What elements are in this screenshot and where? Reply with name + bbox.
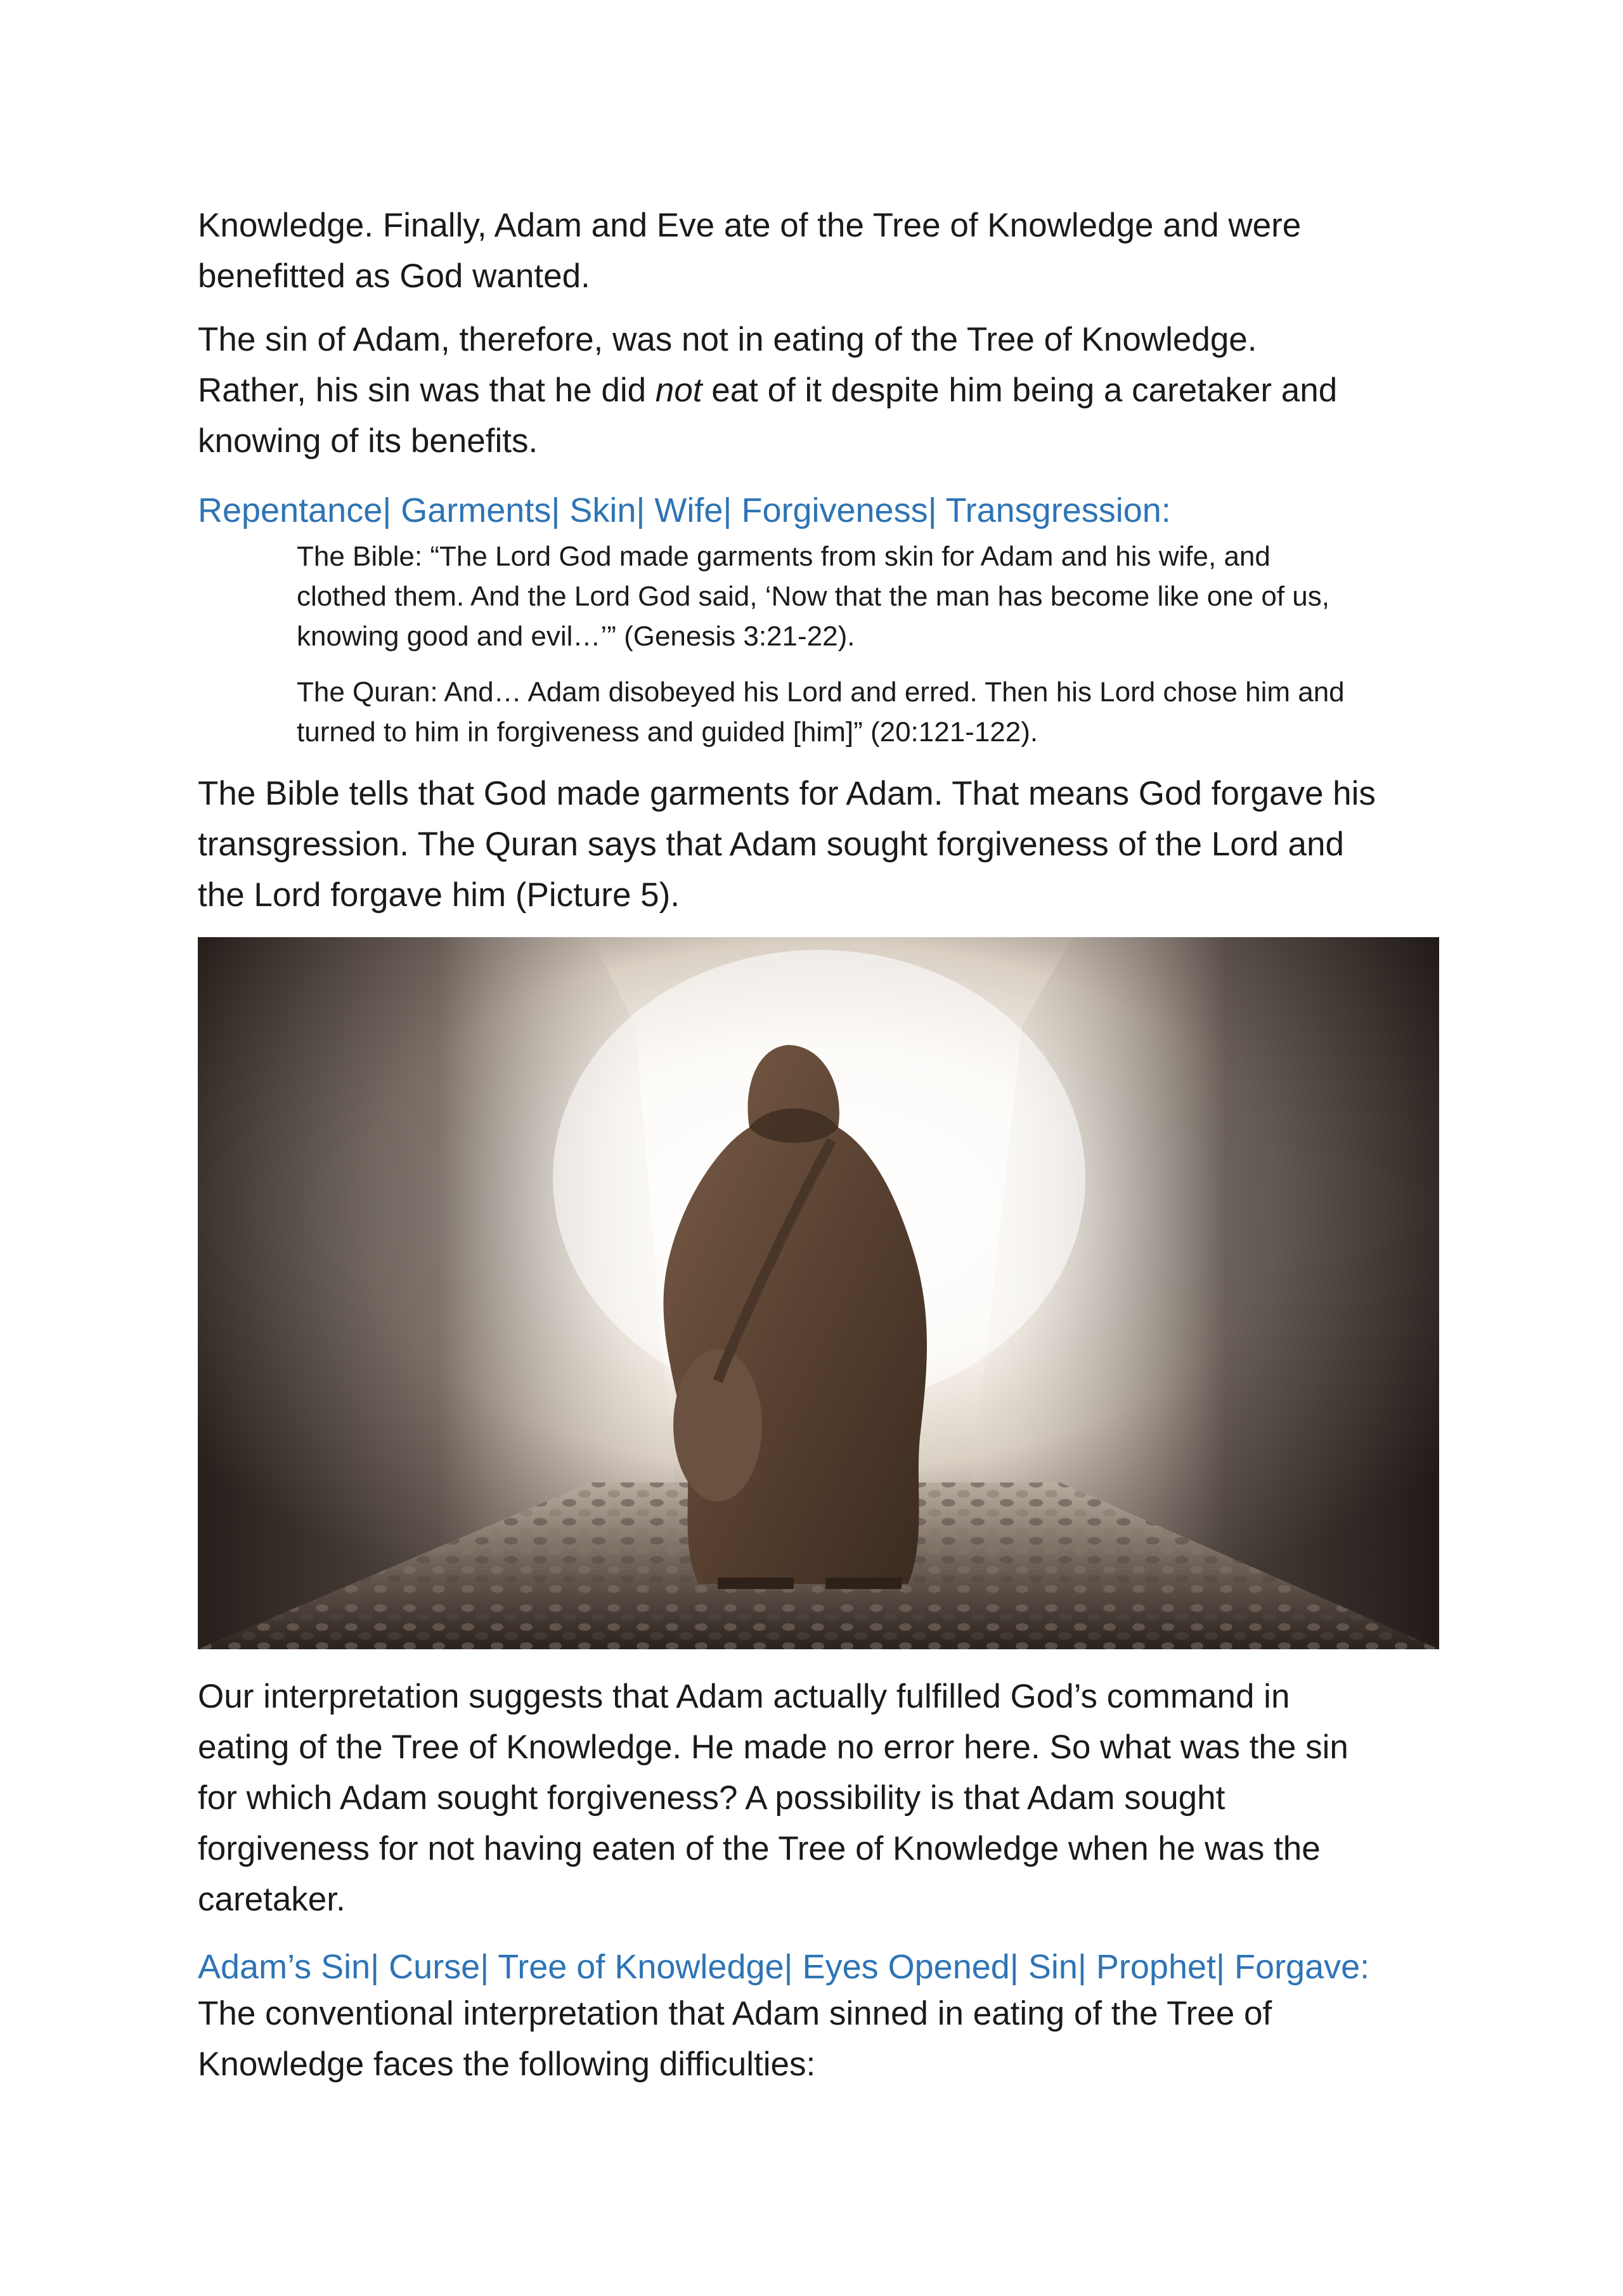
quote-bible-genesis: The Bible: “The Lord God made garments from skin for Adam and his wife, and clothed them. And the Lord God said, ‘Now that the man has become like one of us, knowing good and evil…’” (Genesis 3:21-22).	[297, 541, 1329, 652]
quote-quran-20: The Quran: And… Adam disobeyed his Lord and erred. Then his Lord chose him and turned to him in forgiveness and guided [him]” (20:121-122).	[297, 677, 1345, 748]
paragraph-knowledge-benefit: Knowledge. Finally, Adam and Eve ate of the Tree of Knowledge and were benefitted as God wanted.	[198, 207, 1302, 295]
tunnel-illustration	[198, 937, 1439, 1649]
section-heading-adams-sin: Adam’s Sin| Curse| Tree of Knowledge| Eyes Opened| Sin| Prophet| Forgave:	[198, 1948, 1370, 1986]
paragraph-garments-forgiveness: The Bible tells that God made garments for Adam. That means God forgave his transgression. The Quran says that Adam sought forgiveness of the Lord and the Lord forgave him (Picture 5).	[198, 775, 1376, 914]
paragraph-sin-of-adam: The sin of Adam, therefore, was not in eating of the Tree of Knowledge. Rather, his sin was that he did not eat of it despite him being a caretaker and knowing of its benefits.	[198, 321, 1338, 460]
paragraph-conventional-interpretation: The conventional interpretation that Adam sinned in eating of the Tree of Knowledge faces the following difficulties:	[198, 1995, 1272, 2083]
paragraph-our-interpretation: Our interpretation suggests that Adam actually fulfilled God’s command in eating of the Tree of Knowledge. He made no error here. So what was the sin for which Adam sought forgiveness? A possibility is that Adam sought forgiveness for not having eaten of the Tree of Knowledge when he was the caretaker.	[198, 1678, 1348, 1918]
section-heading-repentance: Repentance| Garments| Skin| Wife| Forgiveness| Transgression:	[198, 491, 1171, 529]
picture-5-hooded-figure-in-tunnel	[198, 937, 1439, 1649]
emphasis-not: not	[655, 372, 702, 409]
